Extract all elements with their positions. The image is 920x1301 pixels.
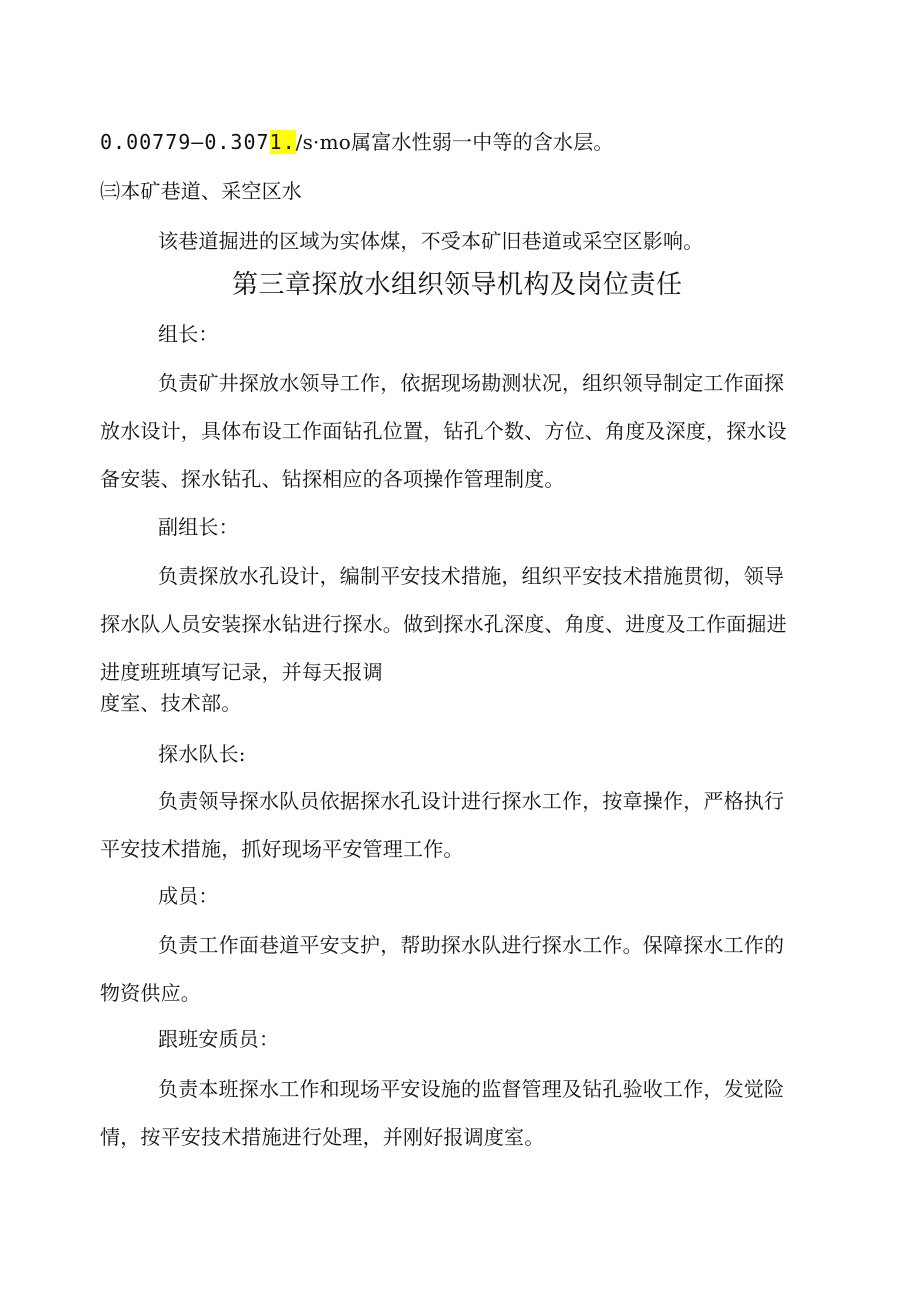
chapter-title: 第三章探放水组织领导机构及岗位责任 (232, 270, 683, 300)
section-title-safety-inspector: 跟班安质员： (158, 1027, 280, 1051)
paragraph-line: 度室、技术部。 (100, 691, 242, 715)
value-unit: /s·mo (295, 130, 352, 154)
paragraph-line: 备安装、探水钻孔、钻探相应的各项操作管理制度。 (100, 467, 565, 491)
section-title-team-captain: 探水队长: (158, 742, 246, 766)
section-title-deputy-leader: 副组长： (158, 515, 239, 539)
section-title-members: 成员： (158, 884, 219, 908)
value-range: 0.00779—0.307 (100, 130, 270, 154)
paragraph-line: 该巷道掘进的区域为实体煤，不受本矿旧巷道或采空区影响。 (158, 229, 704, 253)
paragraph-line: 放水设计，具体布设工作面钻孔位置，钻孔个数、方位、角度及深度，探水设 (100, 419, 787, 443)
paragraph-line: 情，按平安技术措施进行处理，并刚好报调度室。 (100, 1125, 545, 1149)
paragraph-line: 物资供应。 (100, 981, 201, 1005)
paragraph-line: 探水队人员安装探水钻进行探水。做到探水孔深度、角度、进度及工作面掘进 (100, 612, 787, 636)
paragraph-line: 负责工作面巷道平安支护，帮助探水队进行探水工作。保障探水工作的 (158, 933, 785, 957)
paragraph-line: 平安技术措施，抓好现场平安管理工作。 (100, 837, 464, 861)
aquifer-description: 属富水性弱一中等的含水层。 (351, 130, 614, 154)
paragraph-line: 负责探放水孔设计，编制平安技术措施，组织平安技术措施贯彻，领导 (158, 564, 785, 588)
paragraph-line: 负责矿井探放水领导工作，依据现场勘测状况，组织领导制定工作面探 (158, 371, 785, 395)
subsection-heading: ㈢本矿巷道、采空区水 (100, 179, 302, 203)
paragraph-line: 负责领导探水队员依据探水孔设计进行探水工作，按章操作，严格执行 (158, 789, 785, 813)
paragraph-line: 进度班班填写记录，并每天报调 (100, 660, 383, 684)
highlighted-value: 1. (269, 130, 296, 154)
paragraph-line: 负责本班探水工作和现场平安设施的监督管理及钻孔验收工作，发觉险 (158, 1077, 785, 1101)
text-line-aquifer (100, 128, 614, 156)
section-title-leader: 组长： (158, 322, 219, 346)
